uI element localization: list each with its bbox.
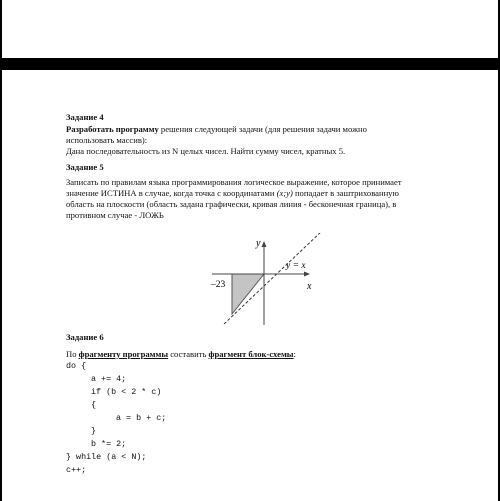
x-axis-label: x [307,281,312,292]
code-line: } [91,426,97,436]
code-line: if (b < 2 * c) [91,387,162,397]
x-axis-arrow [304,272,310,277]
task6-lead-bold-2: фрагмент блок-схемы [208,349,294,359]
line-label: y = x [286,261,306,271]
y-axis-arrow [262,241,267,247]
task6-lead-d: : [293,349,296,359]
code-line: { [91,400,97,410]
task6-lead-c: составить [168,349,209,359]
region-graph [207,233,332,328]
code-line: a = b + c; [116,413,167,423]
task6-lead-a: По [66,349,79,359]
task5-line1: Записать по правилам языка программирования логическое выражение, которое принимает [66,177,402,187]
document-page [2,70,498,501]
code-line: c++; [66,465,87,475]
y-axis-label: y [256,238,261,249]
previous-page-fragment [2,0,498,58]
code-line: do { [66,361,87,371]
shaded-region [232,274,264,314]
task5-coords: (x;y) [276,188,293,198]
task6-lead [66,349,296,360]
task4-title: Задание 4 [66,112,104,122]
task5-line2-part-b: попадает в заштрихованную [292,188,399,198]
task6-lead-bold-1: фрагменту программы [78,349,169,359]
task5-line4: противном случае - ЛОЖЬ [66,210,164,220]
task5-line2 [66,188,399,199]
task4-line2: использовать массив): [66,135,148,145]
code-line: b *= 2; [91,439,127,449]
point-label: –23 [211,280,226,290]
task4-line3: Дана последовательность из N целых чисел. Найти сумму чисел, кратных 5. [66,146,346,156]
task4-lead-bold: Разработать программу [66,124,159,134]
task5-line2-part-a: значение ИСТИНА в случае, когда точка с координатами [66,188,277,198]
task6-title: Задание 6 [66,332,104,342]
task4-lead-rest: решения следующей задачи (для решения задачи можно [158,124,367,134]
code-line: } while (a < N); [66,452,147,462]
code-line: a += 4; [91,374,127,384]
task5-title: Задание 5 [66,162,104,172]
task5-line3: область на плоскости (область задана графически, кривая линия - бесконечная граница), в [66,199,397,209]
task4-line1 [66,124,367,135]
